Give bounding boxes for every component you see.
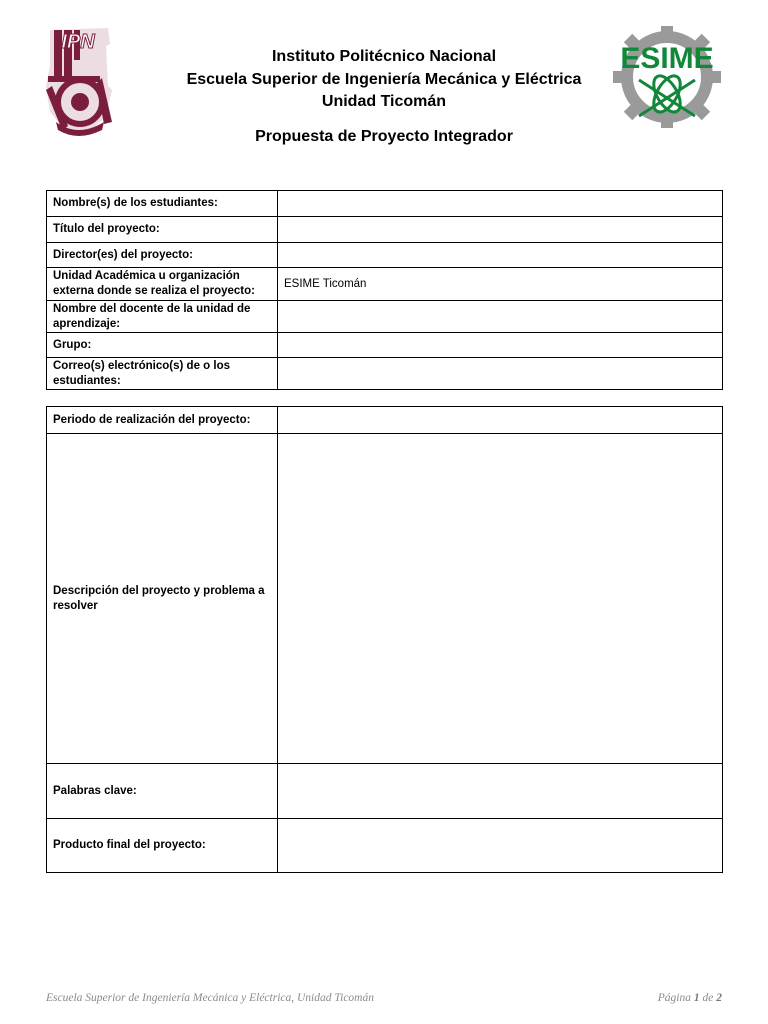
field-label: Descripción del proyecto y problema a resolver	[47, 434, 278, 764]
field-label: Periodo de realización del proyecto:	[47, 407, 278, 434]
document-header	[140, 46, 628, 114]
field-value-teacher[interactable]	[278, 301, 723, 333]
field-value-period[interactable]	[278, 407, 723, 434]
table-row	[47, 333, 723, 358]
field-label: Nombre del docente de la unidad de aprendizaje:	[47, 301, 278, 333]
project-details-table	[46, 406, 723, 873]
table-row	[47, 434, 723, 764]
field-value-academic-unit[interactable]: ESIME Ticomán	[278, 268, 723, 301]
table-row	[47, 243, 723, 268]
esime-logo-text: ESIME	[620, 42, 714, 75]
field-label: Director(es) del proyecto:	[47, 243, 278, 268]
table-row	[47, 358, 723, 390]
footer-page-current: 1	[693, 992, 700, 1004]
footer-page-total: 2	[716, 992, 722, 1004]
field-value-description[interactable]	[278, 434, 723, 764]
table-row	[47, 819, 723, 873]
field-label: Unidad Académica u organización externa donde se realiza el proyecto:	[47, 268, 278, 301]
ipn-logo-text: IPN	[61, 31, 95, 53]
table-row	[47, 764, 723, 819]
table-row	[47, 268, 723, 301]
table-row	[47, 191, 723, 217]
ipn-logo-icon	[42, 26, 114, 136]
field-label: Palabras clave:	[47, 764, 278, 819]
footer-page-word: Página	[657, 992, 692, 1004]
field-label: Nombre(s) de los estudiantes:	[47, 191, 278, 217]
table-row	[47, 217, 723, 243]
field-label: Correo(s) electrónico(s) de o los estudiantes:	[47, 358, 278, 390]
footer-page-number	[658, 992, 722, 1004]
field-value-final-product[interactable]	[278, 819, 723, 873]
table-row	[47, 407, 723, 434]
field-label: Grupo:	[47, 333, 278, 358]
field-value-director[interactable]	[278, 243, 723, 268]
field-value-group[interactable]	[278, 333, 723, 358]
footer-page-of: de	[702, 992, 714, 1004]
field-value-keywords[interactable]	[278, 764, 723, 819]
student-info-table	[46, 190, 723, 390]
field-label: Producto final del proyecto:	[47, 819, 278, 873]
field-value-students[interactable]	[278, 191, 723, 217]
header-school: Escuela Superior de Ingeniería Mecánica y Eléctrica	[186, 70, 582, 88]
footer-school-name: Escuela Superior de Ingeniería Mecánica y Eléctrica, Unidad Ticomán	[46, 992, 374, 1004]
table-row	[47, 301, 723, 333]
field-value-emails[interactable]	[278, 358, 723, 390]
field-value-title[interactable]	[278, 217, 723, 243]
header-institute: Instituto Politécnico Nacional	[271, 48, 497, 65]
field-label: Título del proyecto:	[47, 217, 278, 243]
header-unit: Unidad Ticomán	[321, 93, 447, 110]
document-title: Propuesta de Proyecto Integrador	[255, 128, 513, 145]
